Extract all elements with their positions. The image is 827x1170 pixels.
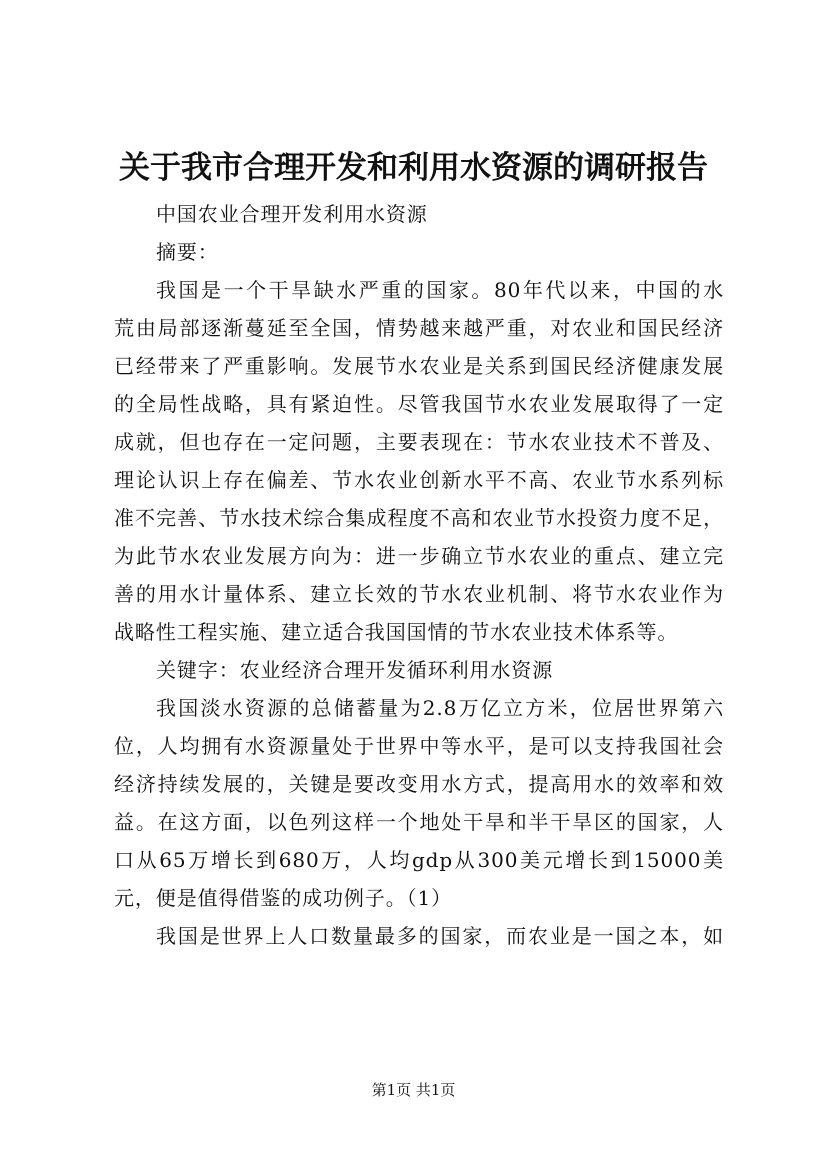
paragraph-line: 经济持续发展的，关键是要改变用水方式，提高用水的效率和效	[114, 772, 724, 796]
paragraph-line: 位，人均拥有水资源量处于世界中等水平，是可以支持我国社会	[114, 734, 724, 758]
paragraph-line: 理论认识上存在偏差、节水农业创新水平不高、农业节水系列标	[114, 468, 724, 492]
paragraph-line: 为此节水农业发展方向为：进一步确立节水农业的重点、建立完	[114, 544, 724, 568]
paragraph-line: 我国是一个干旱缺水严重的国家。80年代以来，中国的水	[156, 278, 724, 302]
abstract-heading: 摘要：	[156, 240, 219, 264]
paragraph-line: 善的用水计量体系、建立长效的节水农业机制、将节水农业作为	[114, 582, 724, 606]
subtitle-line: 中国农业合理开发利用水资源	[156, 202, 428, 226]
paragraph-line: 已经带来了严重影响。发展节水农业是关系到国民经济健康发展	[114, 354, 724, 378]
keywords-line: 关键字：农业经济合理开发循环利用水资源	[156, 658, 554, 682]
paragraph-line: 我国是世界上人口数量最多的国家，而农业是一国之本，如	[156, 924, 724, 948]
paragraph-line: 益。在这方面，以色列这样一个地处干旱和半干旱区的国家，人	[114, 810, 724, 834]
paragraph-line: 口从65万增长到680万，人均gdp从300美元增长到15000美	[114, 848, 724, 872]
paragraph-line: 元，便是值得借鉴的成功例子。（1）	[114, 886, 453, 910]
paragraph-line: 成就，但也存在一定问题，主要表现在：节水农业技术不普及、	[114, 430, 724, 454]
paragraph-line: 我国淡水资源的总储蓄量为2.8万亿立方米，位居世界第六	[156, 696, 724, 720]
page-footer: 第1页 共1页	[371, 1081, 456, 1099]
paragraph-line: 准不完善、节水技术综合集成程度不高和农业节水投资力度不足，	[114, 506, 724, 530]
paragraph-line: 战略性工程实施、建立适合我国国情的节水农业技术体系等。	[114, 620, 679, 644]
paragraph-line: 荒由局部逐渐蔓延至全国，情势越来越严重，对农业和国民经济	[114, 316, 724, 340]
document-body	[114, 195, 724, 955]
paragraph-line: 的全局性战略，具有紧迫性。尽管我国节水农业发展取得了一定	[114, 392, 724, 416]
document-title: 关于我市合理开发和利用水资源的调研报告	[119, 150, 708, 186]
